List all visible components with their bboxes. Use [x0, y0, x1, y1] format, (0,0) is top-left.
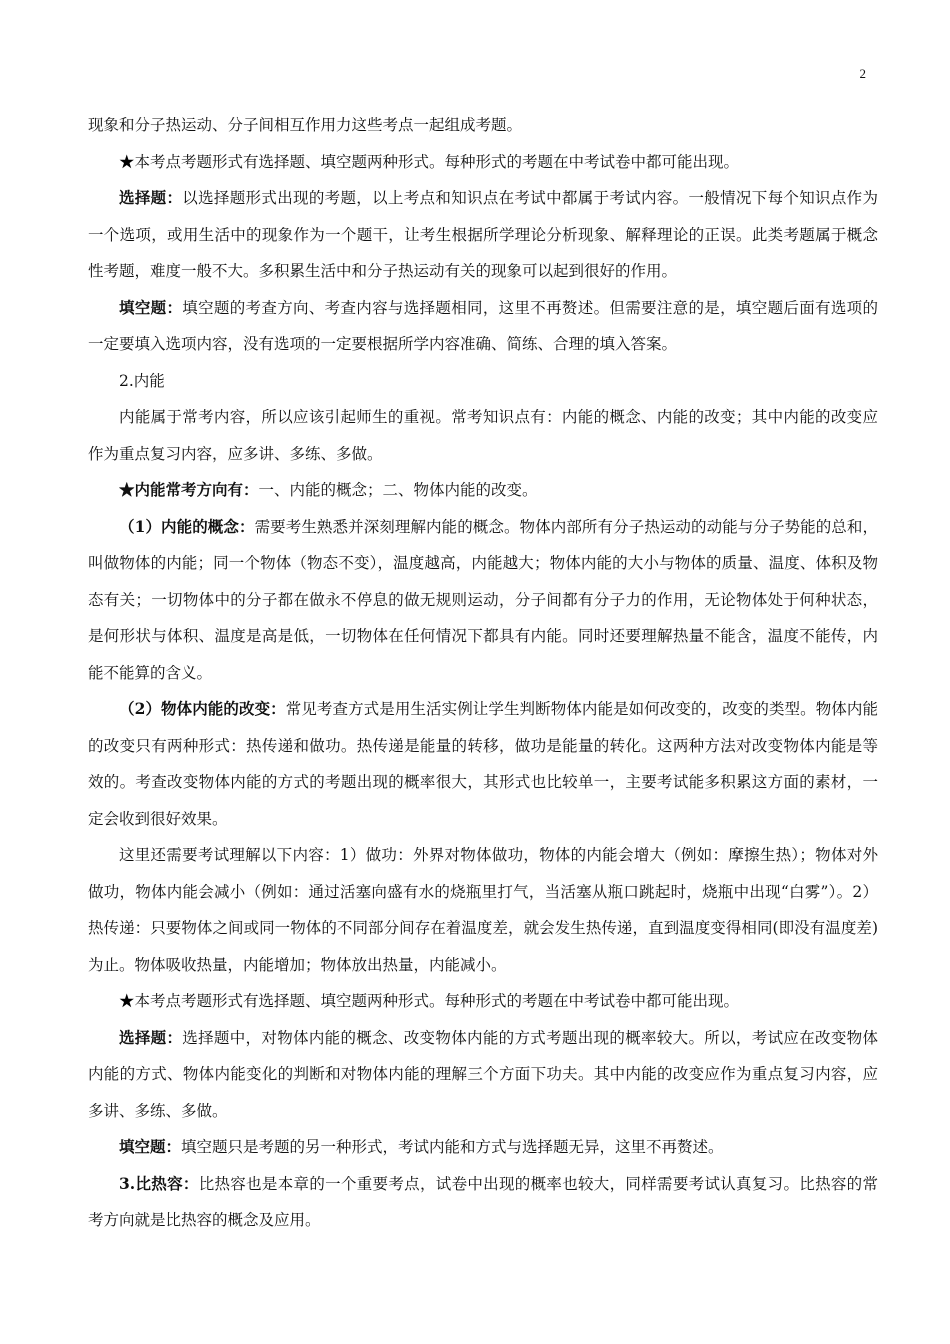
paragraph-text: 常见考查方式是用生活实例让学生判断物体内能是如何改变的，改变的类型。物体内能的改变只有两种形式：热传递和做功。热传递是能量的转移，做功是能量的转化。这两种方法对改变物体内能是等效的。考查改变物体内能的方式的考题出现的概率很大，其形式也比较单一，主要考试能多积累这方面的素材，一定会收到很好效果。 — [88, 700, 878, 828]
paragraph-text: 本考点考题形式有选择题、填空题两种形式。每种形式的考题在中考试卷中都可能出现。 — [134, 152, 740, 171]
paragraph-label: 填空题： — [119, 1137, 182, 1156]
paragraph-label: （1）内能的概念： — [119, 516, 255, 536]
section-heading: 2.内能 — [119, 371, 165, 390]
paragraph-text: 需要考生熟悉并深刻理解内能的概念。物体内部所有分子热运动的动能与分子势能的总和，叫做物体的内能；同一个物体（物态不变），温度越高，内能越大；物体内能的大小与物体的质量、温度、体积及物态有关；一切物体中的分子都在做永不停息的做无规则运动，分子间都有分子力的作用，无论物体处于何种状态，是何形状与体积、温度是高是低，一切物体在任何情况下都具有内能。同时还要理解热量不能含，温度不能传，内能不能算的含义。 — [88, 517, 878, 682]
paragraph-internal-energy-intro — [88, 399, 878, 472]
paragraph-change — [88, 691, 878, 837]
paragraph-label: ★内能常考方向有： — [119, 480, 259, 499]
paragraph-text: 这里还需要考试理解以下内容：1）做功：外界对物体做功，物体的内能会增大（例如：摩擦生热）；物体对外做功，物体内能会减小（例如：通过活塞向盛有水的烧瓶里打气，当活塞从瓶口跳起时，烧瓶中出现“白雾”）。2）热传递：只要物体之间或同一物体的不同部分间存在着温度差，就会发生热传递，直到温度变得相同(即没有温度差)为止。物体吸收热量，内能增加；物体放出热量，内能减小。 — [88, 846, 878, 974]
paragraph-label: 3.比热容： — [119, 1173, 199, 1193]
paragraph-text: 比热容也是本章的一个重要考点，试卷中出现的概率也较大，同样需要考试认真复习。比热容的常考方向就是比热容的概念及应用。 — [88, 1174, 878, 1229]
paragraph-text: 填空题只是考题的另一种形式，考试内能和方式与选择题无异，这里不再赘述。 — [181, 1138, 724, 1156]
paragraph-label: （2）物体内能的改变： — [119, 699, 286, 718]
paragraph-text: 内能属于常考内容，所以应该引起师生的重视。常考知识点有：内能的概念、内能的改变；其中内能的改变应作为重点复习内容，应多讲、多练、多做。 — [88, 408, 878, 463]
paragraph-specific-heat — [88, 1166, 878, 1239]
document-body — [88, 107, 878, 1239]
paragraph-choice — [88, 180, 878, 290]
paragraph-exam-format-2 — [88, 983, 878, 1020]
paragraph-continuation — [88, 107, 878, 144]
paragraph-text: 以选择题形式出现的考题，以上考点和知识点在考试中都属于考试内容。一般情况下每个知识点作为一个选项，或用生活中的现象作为一个题干，让考生根据所学理论分析现象、解释理论的正误。此类考题属于概念性考题，难度一般不大。多积累生活中和分子热运动有关的现象可以起到很好的作用。 — [88, 189, 878, 280]
paragraph-text: 填空题的考查方向、考查内容与选择题相同，这里不再赘述。但需要注意的是，填空题后面有选项的一定要填入选项内容，没有选项的一定要根据所学内容准确、简练、合理的填入答案。 — [88, 298, 878, 353]
paragraph-text: 一、内能的概念；二、物体内能的改变。 — [258, 481, 538, 499]
page-number: 2 — [859, 66, 866, 81]
paragraph-text: 现象和分子热运动、分子间相互作用力这些考点一起组成考题。 — [88, 116, 523, 134]
paragraph-exam-format — [88, 144, 878, 181]
paragraph-details — [88, 837, 878, 983]
paragraph-label: 选择题： — [119, 188, 183, 207]
section-heading-internal-energy — [88, 363, 878, 400]
paragraph-fill-2 — [88, 1129, 878, 1166]
paragraph-label: 选择题： — [119, 1027, 183, 1047]
paragraph-choice-2 — [88, 1020, 878, 1130]
paragraph-text: 本考点考题形式有选择题、填空题两种形式。每种形式的考题在中考试卷中都可能出现。 — [134, 992, 740, 1010]
paragraph-concept — [88, 509, 878, 692]
paragraph-text: 选择题中，对物体内能的概念、改变物体内能的方式考题出现的概率较大。所以，考试应在改变物体内能的方式、物体内能变化的判断和对物体内能的理解三个方面下功夫。其中内能的改变应作为重点复习内容，应多讲、多练、多做。 — [88, 1028, 878, 1120]
star-marker: ★ — [119, 152, 135, 171]
star-marker: ★ — [119, 992, 135, 1010]
paragraph-fill — [88, 290, 878, 363]
paragraph-label: 填空题： — [119, 297, 183, 317]
paragraph-directions — [88, 472, 878, 509]
